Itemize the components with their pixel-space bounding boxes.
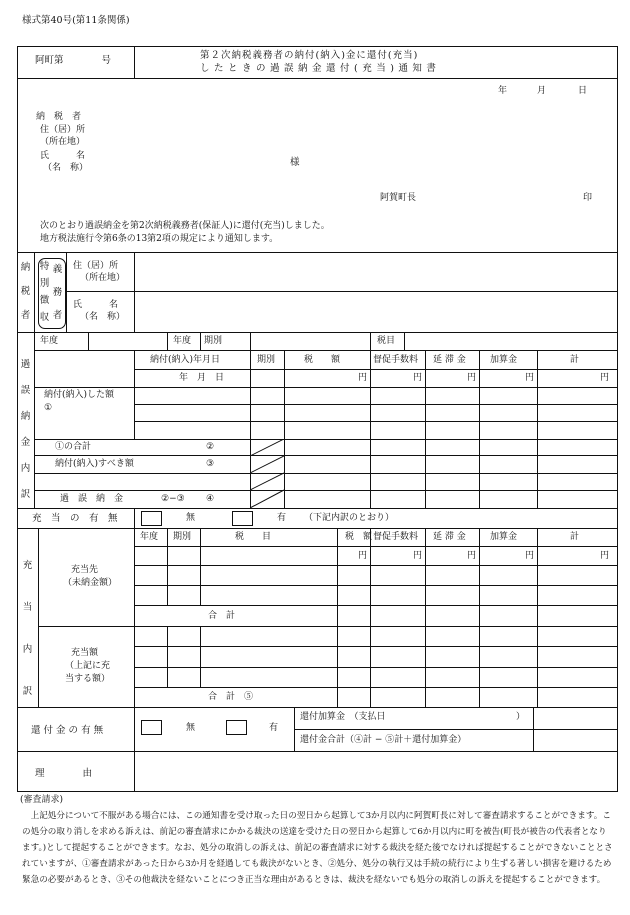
addressee-name-label: 氏 名 — [40, 151, 86, 161]
refund-none-checkbox[interactable] — [141, 720, 162, 735]
alloc-header-year: 年度 — [140, 532, 159, 542]
yen-tax: 円 — [358, 373, 368, 383]
alloc-yen-dunning: 円 — [413, 551, 423, 561]
form-label: 様式第40号(第11条関係) — [22, 15, 130, 26]
alloc-yen-tax: 円 — [358, 551, 368, 561]
alloc-amount-sub-2: 当する額） — [65, 674, 111, 684]
date-month: 月 — [537, 86, 547, 96]
overpay-side-label: 過 誤 納 金 内 訳 — [20, 359, 31, 500]
addressee-address-sub: （所在地） — [40, 137, 86, 147]
alloc-header-period: 期別 — [173, 532, 192, 542]
allocation-label: 充 当 の 有 無 — [32, 513, 118, 524]
due-num: ③ — [206, 459, 215, 469]
allocation-yes-label: 有 — [277, 513, 287, 523]
taxpayer-side-label: 納 税 者 — [20, 262, 31, 321]
overpay-label: 過 誤 納 金 — [60, 494, 124, 504]
taxpayer-address-sub: （所在地） — [80, 273, 126, 283]
refund-total-label: 還付金合計（④計 − ⑤計＋還付加算金） — [300, 735, 467, 745]
intro-line-2: 地方税法施行令第6条の13第2項の規定により通知します。 — [40, 234, 279, 244]
addressee-name-sub: （名 称） — [43, 163, 89, 173]
alloc-header-dunning: 督促手数料 — [373, 532, 419, 542]
header-delinquency: 延 滞 金 — [433, 355, 466, 365]
sum-num: ② — [206, 442, 215, 452]
refund-addl-close: ） — [516, 712, 526, 722]
alloc-amount-label: 充当額 — [71, 648, 99, 658]
due-label: 納付(納入)すべき額 — [55, 459, 134, 469]
alloc-yen-delinquency: 円 — [467, 551, 477, 561]
overpay-formula: ②−③ — [161, 494, 185, 504]
yen-total: 円 — [600, 373, 610, 383]
notes-body: 上記処分について不服がある場合には、この通知書を受け取った日の翌日から起算して3か月以内に阿賀町長に対して審査請求することができます。この処分の取り消しを求める訴えは、前記の審査請求にかかる裁決の送達を受けた日の翌日から起算して6か月以内に町を被告(町長が被告の代表者となります。)として提起することができます。なお、処分の取消しの訴えは、前記の審査請求に対する裁決を経た後でなければ提起することができないこととされていますが、①審査請求があった日から3か月を経過しても裁決がないとき、②処分、処分の執行又は手続の続行により生ずる著しい損害を避けるため緊急の必要があるとき、③その他裁決を経ないことにつき正当な理由があるときは、裁決を経ないでも処分の取消しの訴えを提起することができます。 — [22, 811, 613, 885]
header-total: 計 — [570, 355, 580, 365]
zeimoku-label: 税目 — [377, 336, 396, 346]
date-year: 年 — [498, 86, 508, 96]
honorific: 様 — [290, 157, 300, 168]
allocation-none-checkbox[interactable] — [141, 511, 162, 526]
header-paid-date: 納付(納入)年月日 — [150, 355, 221, 365]
alloc-dest-label: 充当先 — [71, 565, 99, 575]
header-tax-amount: 税 額 — [304, 355, 341, 365]
paid-amount-label: 納付(納入)した額 — [44, 390, 115, 400]
nendo-label: 年度 — [40, 336, 59, 346]
alloc-header-surcharge: 加算金 — [490, 532, 518, 542]
reason-label: 理 由 — [35, 768, 93, 779]
refund-none-label: 無 — [186, 723, 196, 733]
alloc-yen-total: 円 — [600, 551, 610, 561]
alloc-header-taxitem: 税 目 — [235, 532, 272, 542]
header-period: 期別 — [257, 355, 276, 365]
alloc-header-total: 計 — [570, 532, 580, 542]
intro-line-1: 次のとおり過誤納金を第2次納税義務者(保証人)に還付(充当)しました。 — [40, 221, 330, 231]
alloc-yen-surcharge: 円 — [525, 551, 535, 561]
allocation-yes-checkbox[interactable] — [232, 511, 253, 526]
doc-number: 阿町第 号 — [35, 55, 112, 66]
addressee-label: 納 税 者 — [36, 112, 82, 122]
refund-yes-checkbox[interactable] — [226, 720, 247, 735]
alloc-dest-sub: （未納金額） — [63, 578, 118, 588]
kibetsu-label: 期別 — [204, 336, 223, 346]
overpay-num: ④ — [206, 494, 215, 504]
header-dunning-fee: 督促手数料 — [373, 355, 419, 365]
sum-label: ①の合計 — [55, 442, 92, 452]
alloc-side-label: 充 当 内 訳 — [22, 560, 33, 697]
alloc-header-delinquency: 延 滞 金 — [433, 532, 466, 542]
paid-ymd: 年 月 日 — [179, 373, 225, 383]
allocation-none-label: 無 — [186, 513, 196, 523]
notes-title: (審査請求) — [20, 795, 64, 805]
taxpayer-name-sub: （名 称） — [80, 312, 126, 322]
alloc-amount-sub-1: （上記に充 — [65, 661, 111, 671]
yen-dunning: 円 — [413, 373, 423, 383]
diagonal-marks — [250, 439, 284, 508]
refund-label: 還 付 金 の 有 無 — [31, 725, 104, 736]
header-surcharge: 加算金 — [490, 355, 518, 365]
yen-surcharge: 円 — [525, 373, 535, 383]
alloc-dest-total: 合 計 — [208, 611, 236, 621]
date-day: 日 — [578, 86, 588, 96]
title-line-1: 第２次納税義務者の納付(納入)金に還付(充当) — [200, 50, 419, 61]
yen-delinquency: 円 — [467, 373, 477, 383]
seal-mark: 印 — [583, 193, 593, 203]
taxpayer-name-label: 氏 名 — [73, 300, 119, 310]
issuer-title: 阿賀町長 — [380, 193, 417, 203]
alloc-header-tax: 税 額 — [345, 532, 373, 542]
title-line-2: したときの過誤納金還付(充当)通知書 — [200, 63, 441, 74]
taxpayer-address-label: 住（居）所 — [73, 261, 119, 271]
refund-addl-label: 還付加算金 （支払日 — [300, 712, 386, 722]
allocation-note: （下記内訳のとおり） — [304, 513, 395, 523]
nendo-label-2: 年度 — [173, 336, 192, 346]
refund-yes-label: 有 — [269, 723, 279, 733]
addressee-address-label: 住（居）所 — [40, 125, 86, 135]
paid-amount-num: ① — [44, 403, 53, 413]
alloc-amount-total: 合 計 ⑤ — [208, 692, 254, 702]
